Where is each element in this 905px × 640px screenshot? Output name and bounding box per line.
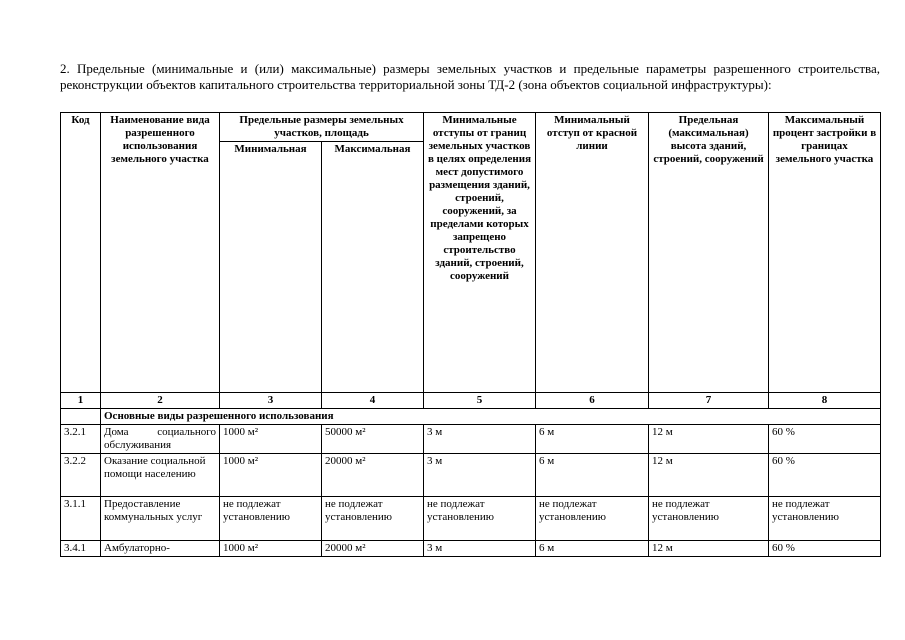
column-number: 7	[649, 393, 769, 409]
header-max: Максимальная	[322, 142, 424, 393]
cell-min: 1000 м²	[220, 454, 322, 497]
group-row	[61, 409, 881, 425]
cell-min: 1000 м²	[220, 425, 322, 454]
table-row	[61, 425, 881, 454]
cell-red-line: 6 м	[536, 541, 649, 557]
cell-red-line: 6 м	[536, 425, 649, 454]
header-name: Наименование вида разрешенного использования земельного участка	[101, 113, 220, 393]
cell-code: 3.1.1	[61, 497, 101, 541]
cell-coverage: 60 %	[769, 541, 881, 557]
cell-height: не подлежат установлению	[649, 497, 769, 541]
group-code-cell	[61, 409, 101, 425]
cell-red-line: 6 м	[536, 454, 649, 497]
cell-code: 3.4.1	[61, 541, 101, 557]
cell-setback: не подлежат установлению	[424, 497, 536, 541]
cell-setback: 3 м	[424, 454, 536, 497]
column-number: 6	[536, 393, 649, 409]
table-row	[61, 497, 881, 541]
cell-coverage: не подлежат установлению	[769, 497, 881, 541]
group-title: Основные виды разрешенного использования	[101, 409, 881, 425]
cell-coverage: 60 %	[769, 425, 881, 454]
column-number: 5	[424, 393, 536, 409]
cell-name: Амбулаторно-	[101, 541, 220, 557]
header-code: Код	[61, 113, 101, 393]
cell-max: 50000 м²	[322, 425, 424, 454]
cell-height: 12 м	[649, 425, 769, 454]
table-row	[61, 454, 881, 497]
cell-coverage: 60 %	[769, 454, 881, 497]
header-coverage: Максимальный процент застройки в границах земельного участка	[769, 113, 881, 393]
column-number: 4	[322, 393, 424, 409]
cell-code: 3.2.2	[61, 454, 101, 497]
cell-min: 1000 м²	[220, 541, 322, 557]
cell-name: Оказание социальной помощи населению	[101, 454, 220, 497]
column-number: 8	[769, 393, 881, 409]
cell-height: 12 м	[649, 454, 769, 497]
cell-height: 12 м	[649, 541, 769, 557]
section-intro: 2. Предельные (минимальные и (или) максимальные) размеры земельных участков и предельные параметры разрешенного строительства, реконструкции объектов капитального строительства территориальной зоны ТД-2 (зона объектов социальной инфраструктуры):	[60, 61, 880, 92]
header-plot-sizes: Предельные размеры земельных участков, площадь	[220, 113, 424, 142]
header-min: Минимальная	[220, 142, 322, 393]
cell-max: 20000 м²	[322, 541, 424, 557]
cell-name: Предоставление коммунальных услуг	[101, 497, 220, 541]
column-numbers-row	[61, 393, 881, 409]
cell-max: не подлежат установлению	[322, 497, 424, 541]
table-row	[61, 541, 881, 557]
header-red-line: Минимальный отступ от красной линии	[536, 113, 649, 393]
cell-red-line: не подлежат установлению	[536, 497, 649, 541]
cell-code: 3.2.1	[61, 425, 101, 454]
cell-setback: 3 м	[424, 425, 536, 454]
cell-setback: 3 м	[424, 541, 536, 557]
cell-name: Дома социального обслуживания	[101, 425, 220, 454]
parameters-table	[60, 112, 881, 557]
header-setbacks: Минимальные отступы от границ земельных участков в целях определения мест допустимого размещения зданий, строений, сооружений, за пределами которых запрещено строительство зданий, строений, сооружений	[424, 113, 536, 393]
cell-max: 20000 м²	[322, 454, 424, 497]
column-number: 2	[101, 393, 220, 409]
column-number: 1	[61, 393, 101, 409]
header-height: Предельная (максимальная) высота зданий, строений, сооружений	[649, 113, 769, 393]
column-number: 3	[220, 393, 322, 409]
cell-min: не подлежат установлению	[220, 497, 322, 541]
